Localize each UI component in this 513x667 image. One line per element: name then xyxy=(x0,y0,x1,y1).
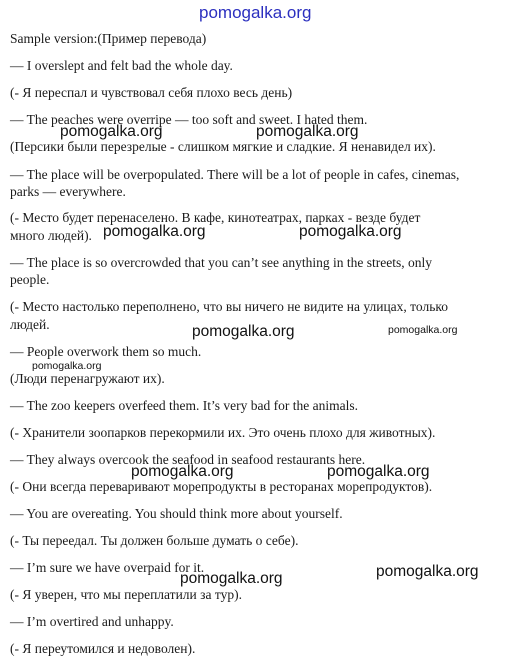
watermark: pomogalka.org xyxy=(131,463,234,480)
watermark: pomogalka.org xyxy=(256,123,359,140)
watermark: pomogalka.org xyxy=(32,360,102,372)
text-line: Sample version:(Пример перевода) xyxy=(10,31,207,46)
text-line: — The peaches were overripe — too soft and sweet. I hated them. xyxy=(10,112,368,127)
text-line: — The place will be overpopulated. There will be a lot of people in cafes, cinemas, xyxy=(10,167,460,182)
watermark: pomogalka.org xyxy=(327,463,430,480)
text-line: людей. xyxy=(10,317,50,332)
text-line: — I’m overtired and unhappy. xyxy=(10,614,174,629)
watermark: pomogalka.org xyxy=(376,563,479,580)
text-line: (- Я уверен, что мы переплатили за тур). xyxy=(10,587,242,602)
watermark: pomogalka.org xyxy=(60,123,163,140)
watermark: pomogalka.org xyxy=(103,223,206,240)
text-line: — The place is so overcrowded that you can’t see anything in the streets, only xyxy=(10,255,433,270)
text-line: много людей). xyxy=(10,228,92,243)
text-line: — The zoo keepers overfeed them. It’s very bad for the animals. xyxy=(10,398,359,413)
text-line: — I overslept and felt bad the whole day. xyxy=(10,58,233,73)
watermark: pomogalka.org xyxy=(199,3,312,22)
watermark: pomogalka.org xyxy=(192,323,295,340)
text-line: people. xyxy=(10,272,50,287)
text-line: — I’m sure we have overpaid for it. xyxy=(10,560,205,575)
text-line: (- Они всегда переваривают морепродукты в ресторанах морепродуктов). xyxy=(10,479,433,494)
text-line: (- Ты переедал. Ты должен больше думать о себе). xyxy=(10,533,299,548)
watermark: pomogalka.org xyxy=(299,223,402,240)
text-line: (Персики были перезрелые - слишком мягкие и сладкие. Я ненавидел их). xyxy=(10,139,436,154)
text-line: (- Место настолько переполнено, что вы ничего не видите на улицах, только xyxy=(10,299,448,314)
watermark: pomogalka.org xyxy=(180,570,283,587)
text-line: (- Я переспал и чувствовал себя плохо весь день) xyxy=(10,85,293,100)
text-line: — You are overeating. You should think more about yourself. xyxy=(10,506,343,521)
text-line: (- Я переутомился и недоволен). xyxy=(10,641,196,656)
text-line: (- Место будет перенаселено. В кафе, кинотеатрах, парках - везде будет xyxy=(10,210,421,225)
text-line: — People overwork them so much. xyxy=(10,344,202,359)
text-line: (- Хранители зоопарков перекормили их. Это очень плохо для животных). xyxy=(10,425,436,440)
text-line: (Люди перенагружают их). xyxy=(10,371,165,386)
text-line: parks — everywhere. xyxy=(10,184,126,199)
text-line: — They always overcook the seafood in seafood restaurants here. xyxy=(10,452,366,467)
watermark: pomogalka.org xyxy=(388,324,458,336)
